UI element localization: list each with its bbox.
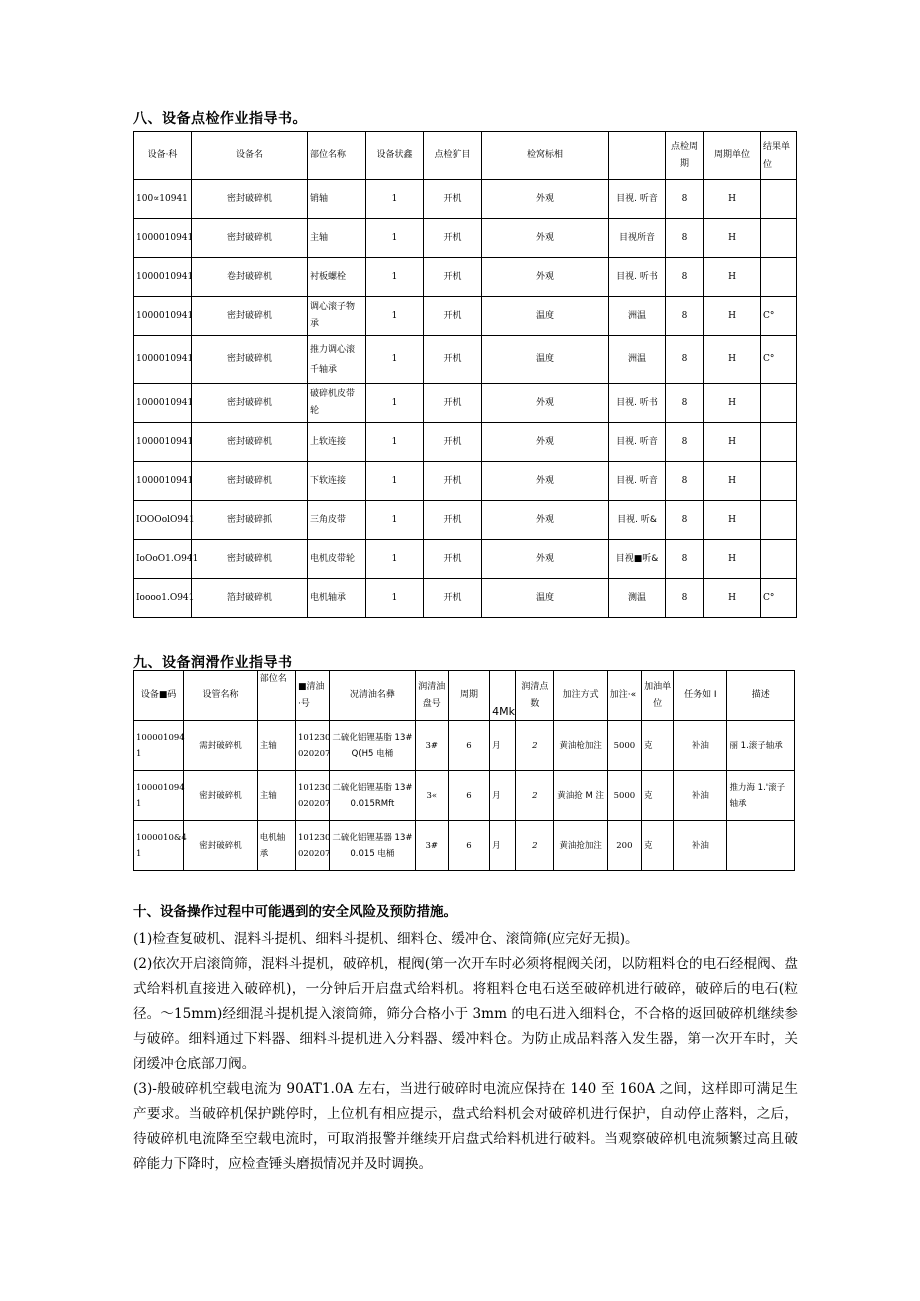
table-cell: 8 [666, 384, 704, 423]
table-cell: 密封破碎机 [192, 540, 308, 579]
table-cell: 1 [366, 219, 424, 258]
table-cell: 101230 020207 [295, 721, 329, 771]
paragraph-3: (3)-般破碎机空载电流为 90AT1.0A 左右，当进行破碎时电流应保持在 140 至 160A 之间，这样即可满足生产要求。当破碎机保护跳停时，上位机有相应提示，盘式给料机会对破碎机进行保护，自动停止落料，之后，待破碎机电流降至空载电流时，可取消报警并继续开启盘式给料机进行破料。当观察破碎机电流频繁过高且破碎能力下降时，应检查锤头磨损情况并及时调换。 [133, 1081, 798, 1172]
table-cell: 克 [641, 721, 673, 771]
table-cell: 二硫化铝锂基脂 13# Q(H5 电桶 [330, 721, 416, 771]
table-cell: 电机皮带轮 [308, 540, 366, 579]
table-cell: 密封破碎机 [184, 821, 257, 871]
table-cell: 1000010941 [134, 384, 192, 423]
table-cell: 三角皮带 [308, 501, 366, 540]
table-cell: 1000010941 [134, 258, 192, 297]
table-cell: 电机轴承 [308, 579, 366, 618]
col-header: 点检周期 [666, 132, 704, 180]
table-cell: 开机 [424, 540, 482, 579]
table-cell: 目视. 听音 [609, 423, 666, 462]
table-cell: 箔封破碎机 [192, 579, 308, 618]
table-cell: 1 [366, 501, 424, 540]
table-cell: 电机轴承 [257, 821, 295, 871]
table-cell: 101230 020207 [295, 821, 329, 871]
table-cell: 外观 [482, 501, 609, 540]
table-cell: 目视所音 [609, 219, 666, 258]
col-header: 点检犷目 [424, 132, 482, 180]
table-row [134, 336, 797, 384]
table-cell: 100001094 1 [134, 771, 184, 821]
section10 [133, 900, 798, 1177]
table-cell: 100∝10941 [134, 180, 192, 219]
table-cell [761, 180, 797, 219]
table-cell: 推力海 1.'滚子轴承 [727, 771, 795, 821]
table-cell: 开机 [424, 501, 482, 540]
table-cell: H [704, 462, 761, 501]
col-header: 加注·« [607, 671, 641, 721]
col-header: 周期 [448, 671, 489, 721]
col-header: 设备·科 [134, 132, 192, 180]
table-row [134, 821, 795, 871]
table-cell: 200 [607, 821, 641, 871]
table-cell: 1 [366, 258, 424, 297]
col-header: 设备状鑫 [366, 132, 424, 180]
table-row [134, 721, 795, 771]
table-cell: 开机 [424, 297, 482, 336]
paragraph-2: (2)依次开启滚筒筛，混料斗提机，破碎机，棍阀(第一次开车时必须将棍阀关闭，以防粗料仓的电石经棍阀、盘式给料机直接进入破碎机)，一分钟后开启盘式给料机。将粗料仓电石送至破碎机进行破碎，破碎后的电石(粒径。～15mm)经细混斗提机提入滚筒筛，筛分合格小于 3mm 的电石进入细料仓，不合格的返回破碎机继续参与破碎。细料通过下料器、细料斗提机进入分料器、缓冲料仓。为防止成品料落入发生器，第一次开车时，关闭缓冲仓底部刀阀。 [133, 956, 798, 1072]
table-cell: 密封破碎机 [192, 336, 308, 384]
table-cell: IOOOolO941 [134, 501, 192, 540]
table-cell: 主轴 [257, 721, 295, 771]
table-cell: 密封破碎抓 [192, 501, 308, 540]
table-cell: 月 [490, 821, 516, 871]
table-cell: 外观 [482, 219, 609, 258]
table-cell: 洲温 [609, 336, 666, 384]
table-cell: 主轴 [257, 771, 295, 821]
table-cell: 1 [366, 297, 424, 336]
table-cell: 外观 [482, 462, 609, 501]
table-cell: 外观 [482, 423, 609, 462]
table-cell: 温度 [482, 336, 609, 384]
table-cell: 1 [366, 423, 424, 462]
table-cell: 密封破碎机 [192, 180, 308, 219]
col-header: 润清点数 [516, 671, 554, 721]
table-row [134, 579, 797, 618]
col-header: 况清油名彝 [330, 671, 416, 721]
table-cell: 8 [666, 258, 704, 297]
table-cell: 需封破碎机 [184, 721, 257, 771]
table-cell: 下软连接 [308, 462, 366, 501]
table-cell: 8 [666, 219, 704, 258]
table-cell: 8 [666, 462, 704, 501]
col-header: 加注方式 [554, 671, 607, 721]
table-cell: 温度 [482, 297, 609, 336]
table-cell: 目视■听& [609, 540, 666, 579]
table-cell [761, 540, 797, 579]
table-cell: 5000 [607, 721, 641, 771]
table-cell: 开机 [424, 219, 482, 258]
table-cell: 密封破碎机 [184, 771, 257, 821]
table-cell: 101230 020207 [295, 771, 329, 821]
table-cell: 3# [415, 821, 448, 871]
table-cell: H [704, 579, 761, 618]
table-cell: 密封破碎机 [192, 423, 308, 462]
table-cell: H [704, 501, 761, 540]
table-cell: 5000 [607, 771, 641, 821]
table-cell: 6 [448, 771, 489, 821]
table-row [134, 384, 797, 423]
table-cell: 调心滚子物承 [308, 297, 366, 336]
table-cell: 6 [448, 721, 489, 771]
table-cell [761, 462, 797, 501]
table-cell: 补油 [674, 771, 727, 821]
table-cell: H [704, 297, 761, 336]
table-cell: 6 [448, 821, 489, 871]
table-cell: 外观 [482, 180, 609, 219]
col-header: ■清油·号 [295, 671, 329, 721]
table-cell: 测温 [609, 579, 666, 618]
table-row [134, 540, 797, 579]
table-cell [761, 501, 797, 540]
table-cell: 密封破碎机 [192, 219, 308, 258]
table-cell: 开机 [424, 384, 482, 423]
table-cell: 黄油抢 M 注 [554, 771, 607, 821]
table-cell: 补油 [674, 821, 727, 871]
table-cell: 1000010941 [134, 423, 192, 462]
section8-title: 八、设备点检作业指导书。 [133, 111, 307, 127]
col-header: 设备■码 [134, 671, 184, 721]
table-cell: 1 [366, 336, 424, 384]
table-cell [761, 219, 797, 258]
table-cell: 开机 [424, 180, 482, 219]
table-cell: C° [761, 297, 797, 336]
col-header: 润清油盘号 [415, 671, 448, 721]
table-cell: H [704, 384, 761, 423]
table-cell: C° [761, 579, 797, 618]
table-cell: 目视. 听音 [609, 180, 666, 219]
table-cell [761, 258, 797, 297]
table-cell: 目视. 听书 [609, 384, 666, 423]
table-cell: 丽 1.滚子轴承 [727, 721, 795, 771]
table-cell: 1 [366, 579, 424, 618]
table-cell: 3« [415, 771, 448, 821]
table-cell: 8 [666, 540, 704, 579]
col-header: 结果单位 [761, 132, 797, 180]
table-cell: 开机 [424, 258, 482, 297]
table-cell [761, 423, 797, 462]
table-cell: 密封破碎机 [192, 462, 308, 501]
table-row [134, 219, 797, 258]
table-cell: 100001094 1 [134, 721, 184, 771]
table-cell: 上软连接 [308, 423, 366, 462]
table-cell: IoOoO1.O941 [134, 540, 192, 579]
table-row [134, 501, 797, 540]
table-cell: 密封破碎机 [192, 384, 308, 423]
table-cell: 月 [490, 721, 516, 771]
table-cell: 开机 [424, 423, 482, 462]
table-row [134, 258, 797, 297]
table-cell: 主轴 [308, 219, 366, 258]
table-cell: 外观 [482, 258, 609, 297]
table-cell: 破碎机皮带轮 [308, 384, 366, 423]
table-cell: 1000010&4 1 [134, 821, 184, 871]
table-cell: 2 [516, 821, 554, 871]
table-cell: H [704, 219, 761, 258]
table-cell: 黄油抢加注 [554, 821, 607, 871]
table-cell: 外观 [482, 540, 609, 579]
table-cell: 1 [366, 384, 424, 423]
table-cell: 黄油枪加注 [554, 721, 607, 771]
table-cell: 开机 [424, 579, 482, 618]
table-cell: 8 [666, 297, 704, 336]
col-header: 周期单位 [704, 132, 761, 180]
table-cell: 克 [641, 821, 673, 871]
table-cell: C° [761, 336, 797, 384]
table-cell [727, 821, 795, 871]
table-cell: H [704, 336, 761, 384]
table-cell: 1000010941 [134, 462, 192, 501]
table-row [134, 180, 797, 219]
table-cell: 1 [366, 462, 424, 501]
table-cell: 目视. 听书 [609, 258, 666, 297]
table-cell: 8 [666, 501, 704, 540]
col-header: 4Mk [490, 671, 516, 721]
table-cell: 目视. 听音 [609, 462, 666, 501]
table-cell: 1000010941 [134, 336, 192, 384]
col-header: 设管名称 [184, 671, 257, 721]
table-cell: H [704, 423, 761, 462]
table-cell: 1000010941 [134, 219, 192, 258]
col-header: 检窝标相 [482, 132, 609, 180]
table-cell: 1000010941 [134, 297, 192, 336]
table-cell: H [704, 180, 761, 219]
table-cell: 目视. 听& [609, 501, 666, 540]
col-header: 任务如 I [674, 671, 727, 721]
table-cell: H [704, 258, 761, 297]
table-cell: 开机 [424, 462, 482, 501]
table-cell: 推力调心滚千轴承 [308, 336, 366, 384]
table-cell: 8 [666, 423, 704, 462]
table-header-row [134, 132, 797, 180]
table-row [134, 462, 797, 501]
table-cell: 3# [415, 721, 448, 771]
section10-title: 十、设备操作过程中可能遇到的安全风险及预防措施。 [133, 904, 457, 920]
col-header: 设备名 [192, 132, 308, 180]
table-cell: 卷封破碎机 [192, 258, 308, 297]
table-cell: 月 [490, 771, 516, 821]
section9-title: 九、设备润滑作业指导书 [133, 655, 293, 671]
table-cell: 开机 [424, 336, 482, 384]
table-cell: 销轴 [308, 180, 366, 219]
table-cell [761, 384, 797, 423]
inspection-table [133, 131, 797, 618]
col-header: 描述 [727, 671, 795, 721]
table-cell: 2 [516, 771, 554, 821]
table-cell: 补油 [674, 721, 727, 771]
col-header: 加油单位 [641, 671, 673, 721]
table-cell: 洲温 [609, 297, 666, 336]
table-row [134, 297, 797, 336]
lubrication-table [133, 670, 795, 871]
table-cell: 1 [366, 540, 424, 579]
col-header: 部位名 [257, 671, 295, 721]
table-cell: 二硫化铝锂基器 13# 0.015 电桶 [330, 821, 416, 871]
table-row [134, 771, 795, 821]
table-cell: 8 [666, 579, 704, 618]
table-cell: 8 [666, 336, 704, 384]
table-cell: 温度 [482, 579, 609, 618]
table-cell: 外观 [482, 384, 609, 423]
table-cell: H [704, 540, 761, 579]
table-cell: 衬板螺栓 [308, 258, 366, 297]
col-header [609, 132, 666, 180]
table-cell: Ioooo1.O941 [134, 579, 192, 618]
paragraph-1: (1)检查复破机、混料斗提机、细料斗提机、细料仓、缓冲仓、滚筒筛(应完好无损)。 [133, 931, 639, 947]
table-cell: 2 [516, 721, 554, 771]
col-header: 部位名称 [308, 132, 366, 180]
table-cell: 1 [366, 180, 424, 219]
table-cell: 二硫化铝锂基脂 13# 0.015RMft [330, 771, 416, 821]
table-row [134, 423, 797, 462]
table-cell: 克 [641, 771, 673, 821]
table-cell: 8 [666, 180, 704, 219]
table-cell: 密封破碎机 [192, 297, 308, 336]
table-header-row [134, 671, 795, 721]
